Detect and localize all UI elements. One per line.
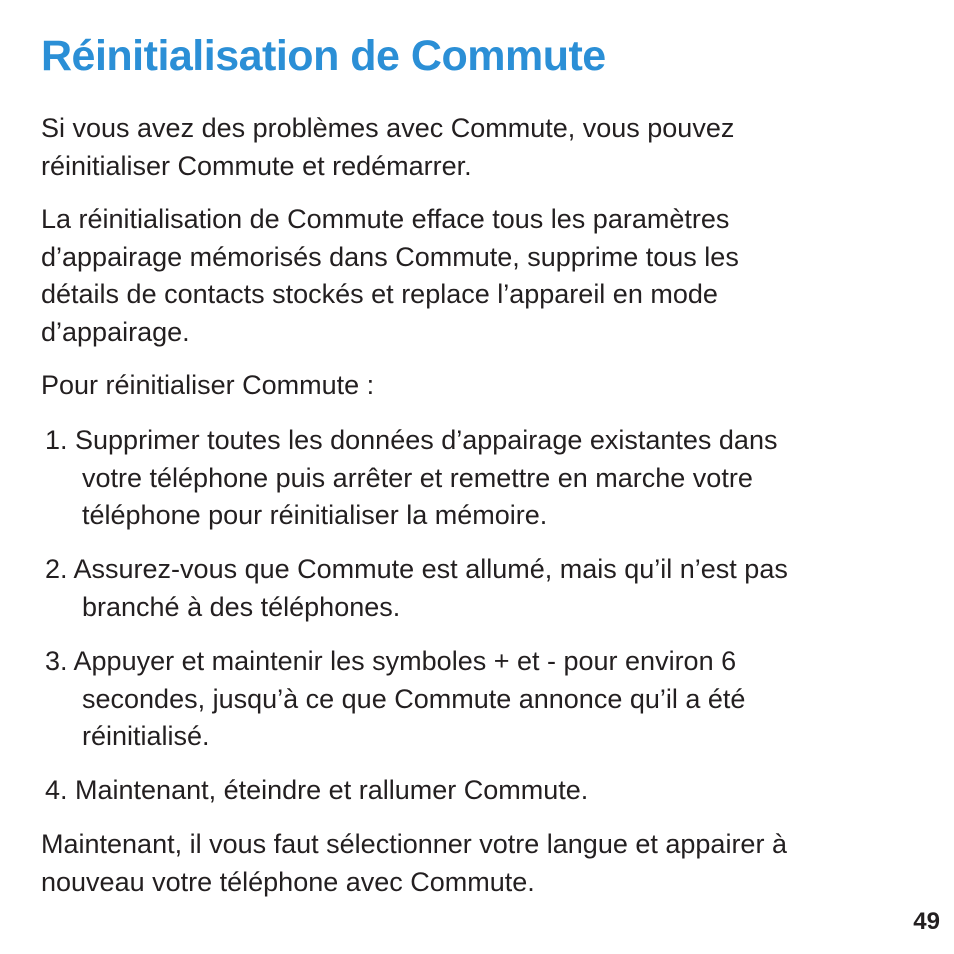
reset-info-paragraph	[41, 201, 739, 351]
step-3-line-3: réinitialisé.	[82, 721, 210, 751]
intro-line-2: réinitialiser Commute et redémarrer.	[41, 150, 472, 181]
step-4	[45, 772, 588, 810]
step-2	[45, 551, 788, 626]
step-1-line-2: votre téléphone puis arrêter et remettre en marche votre	[82, 462, 753, 493]
intro-paragraph	[41, 110, 734, 185]
page-number: 49	[913, 908, 940, 935]
reset-info-line-4: d’appairage.	[41, 316, 190, 347]
step-2-line-2: branché à des téléphones.	[82, 591, 401, 622]
step-1-line-3: téléphone pour réinitialiser la mémoire.	[82, 500, 548, 530]
page-title: Réinitialisation de Commute	[41, 32, 606, 80]
step-2-line-1: 2. Assurez-vous que Commute est allumé, mais qu’il n’est pas	[45, 554, 788, 584]
reset-info-line-2: d’appairage mémorisés dans Commute, supprime tous les	[41, 241, 739, 272]
step-3	[45, 643, 745, 756]
outro-line-1: Maintenant, il vous faut sélectionner votre langue et appairer à	[41, 829, 787, 859]
step-3-line-1: 3. Appuyer et maintenir les symboles + et - pour environ 6	[45, 646, 737, 676]
intro-line-1: Si vous avez des problèmes avec Commute, vous pouvez	[41, 113, 735, 143]
step-4-line-1: 4. Maintenant, éteindre et rallumer Commute.	[45, 775, 589, 805]
reset-info-line-1: La réinitialisation de Commute efface tous les paramètres	[41, 204, 730, 234]
outro-line-2: nouveau votre téléphone avec Commute.	[41, 866, 535, 897]
steps-intro: Pour réinitialiser Commute :	[41, 370, 375, 400]
step-3-line-2: secondes, jusqu’à ce que Commute annonce qu’il a été	[82, 683, 746, 714]
step-1	[45, 422, 777, 535]
step-1-line-1: 1. Supprimer toutes les données d’appairage existantes dans	[45, 425, 778, 455]
outro-paragraph	[41, 826, 787, 901]
reset-info-line-3: détails de contacts stockés et replace l’appareil en mode	[41, 279, 718, 309]
